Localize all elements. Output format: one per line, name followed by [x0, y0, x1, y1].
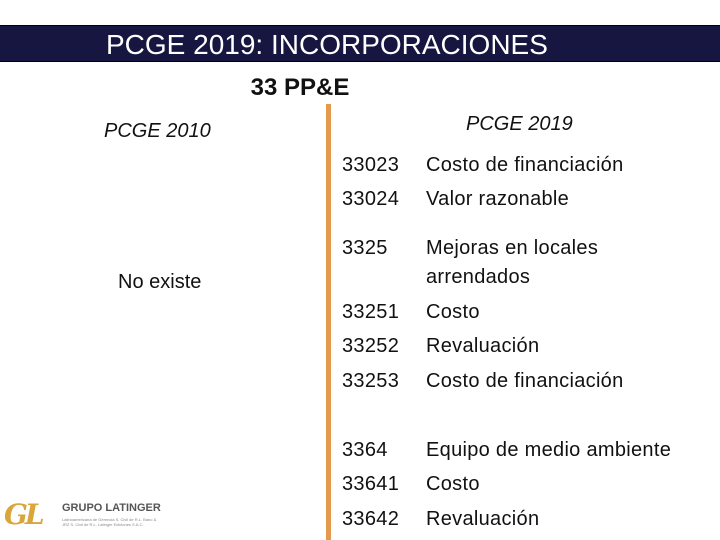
list-item: [342, 508, 539, 531]
account-description: Valor razonable: [426, 188, 570, 210]
page-title: PCGE 2019: INCORPORACIONES: [106, 29, 548, 60]
account-code: 33023: [342, 154, 400, 176]
column-heading-left: PCGE 2010: [104, 120, 211, 142]
account-description: Revaluación: [426, 335, 540, 357]
logo-tagline: Latinoamericana de Gerencia S. Civil de R.L. Bano & JRZ S. Civil de R.L. Latinger Ediciones S.A.C.: [62, 517, 157, 527]
account-code: 33642: [342, 508, 400, 530]
list-item: [342, 301, 480, 324]
company-logo: [4, 498, 164, 538]
account-description: Equipo de medio ambiente: [426, 439, 672, 461]
list-item: [342, 154, 624, 177]
logo-name: GRUPO LATINGER: [62, 502, 161, 514]
account-description: Costo de financiación: [426, 154, 624, 176]
account-description: Costo: [426, 301, 480, 323]
account-description: Revaluación: [426, 508, 540, 530]
column-heading-right: PCGE 2019: [466, 113, 573, 135]
account-description: arrendados: [426, 266, 531, 288]
list-item: [342, 439, 671, 462]
account-description: Mejoras en locales: [426, 237, 599, 259]
left-note: No existe: [118, 271, 202, 293]
account-code: 33641: [342, 473, 400, 495]
account-code: 33253: [342, 370, 400, 392]
list-item: [342, 473, 480, 496]
account-code: 3325: [342, 237, 388, 259]
list-item: [342, 237, 598, 260]
account-description: Costo de financiación: [426, 370, 624, 392]
section-subtitle: 33 PP&E: [250, 74, 350, 101]
account-code: 33024: [342, 188, 400, 210]
list-item: [342, 266, 530, 289]
list-item: [342, 335, 539, 358]
list-item: [342, 188, 569, 211]
account-description: Costo: [426, 473, 480, 495]
account-code: 33251: [342, 301, 400, 323]
title-bar: [0, 25, 720, 62]
account-code: 33252: [342, 335, 400, 357]
account-code: 3364: [342, 439, 388, 461]
list-item: [342, 370, 624, 393]
column-divider: [326, 104, 331, 540]
logo-mark: GL: [4, 498, 42, 531]
